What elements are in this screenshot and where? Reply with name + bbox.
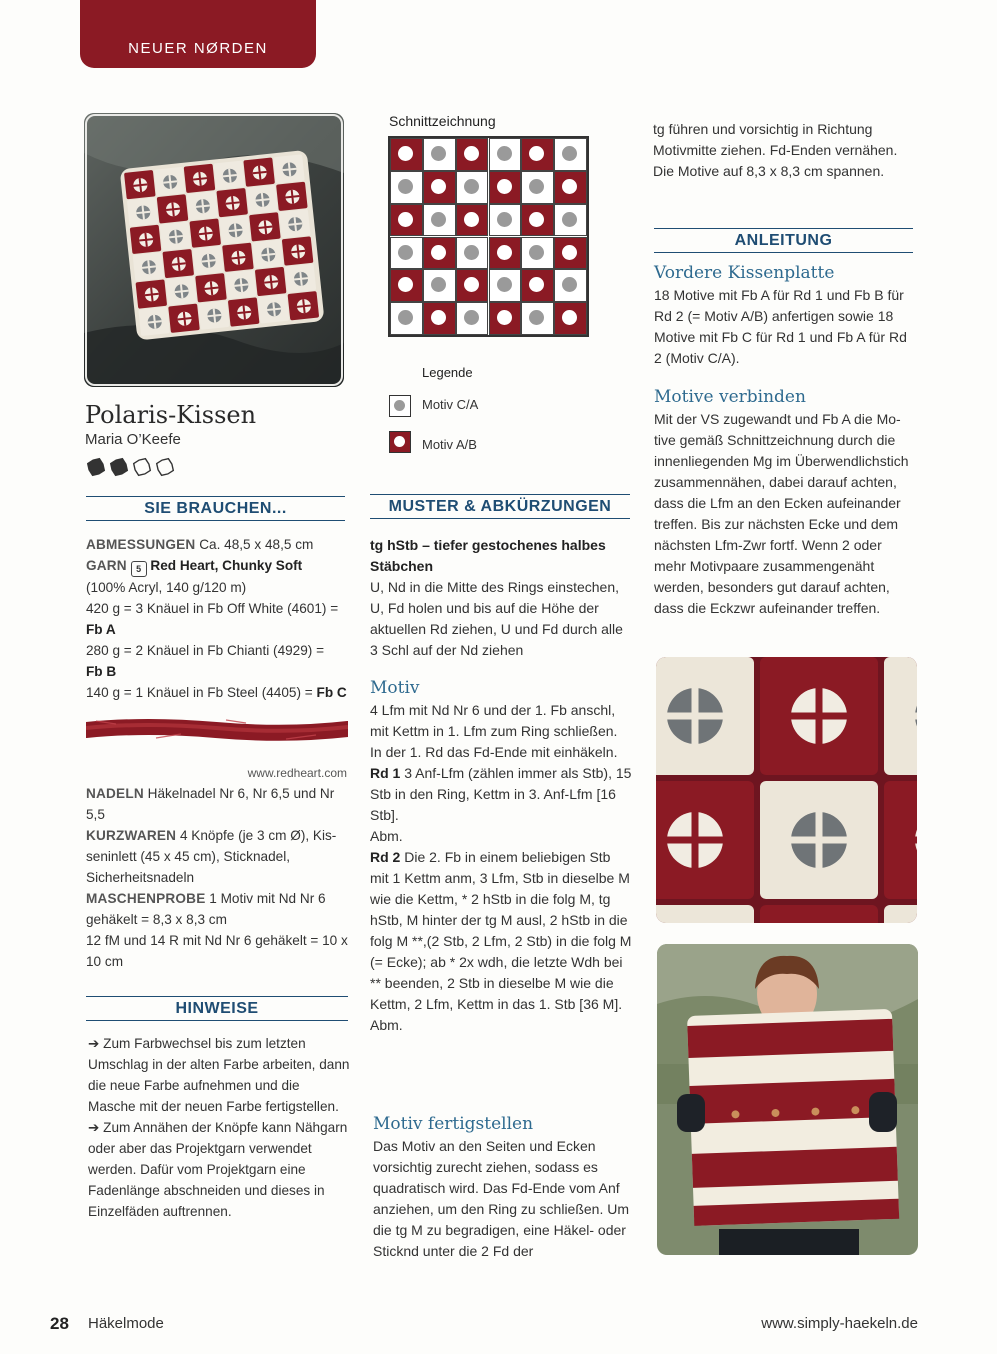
abbrev-text: U, Nd in die Mitte des Rings einstechen, U, Fd holen und bis auf die Höhe der aktuellen Rd ziehen, U und Fd durch alle 3 Schl auf der Nd ziehen xyxy=(370,579,623,658)
chart-cell-dot xyxy=(464,179,479,194)
needs-heading: SIE BRAUCHEN... xyxy=(86,496,345,521)
page-number: 28 xyxy=(50,1314,69,1333)
chart-cell-dot xyxy=(398,310,413,325)
front-heading: Vordere Kissenplatte xyxy=(654,263,835,283)
motif-intro: 4 Lfm mit Nd Nr 6 und der 1. Fb anschl, mit Kettm in 1. Lfm zum Ring schließen. In der 1. Rd das Fd-Ende mit einhäkeln. xyxy=(370,702,618,760)
chart-cell-dot xyxy=(529,146,544,161)
chart-cell-dot xyxy=(497,277,512,292)
chart-cell-motif-ab xyxy=(489,171,522,204)
chart-cell-motif-ab xyxy=(489,302,522,335)
needs-body-2 xyxy=(86,783,348,972)
chart-cell-dot xyxy=(562,310,577,325)
finish-continued: tg führen und vorsichtig in Richtung Motivmitte ziehen. Fd-Enden vernähen. Die Motive auf 8,3 x 8,3 cm spannen. xyxy=(653,121,898,179)
chart-cell-dot xyxy=(562,277,577,292)
chart-title: Schnittzeichnung xyxy=(389,113,496,129)
chart-cell-dot xyxy=(562,146,577,161)
motif-square xyxy=(884,905,917,923)
pattern-author: Maria O’Keefe xyxy=(85,431,181,448)
chart-cell-motif-ca xyxy=(521,302,554,335)
yarn-label: GARN xyxy=(86,558,127,573)
abbrev-heading: MUSTER & ABKÜRZUNGEN xyxy=(370,494,630,519)
chart-cell-motif-ca xyxy=(390,237,423,270)
chart-cell-motif-ca xyxy=(423,269,456,302)
gauge-line1: 1 Motiv mit Nd Nr 6 gehäkelt = 8,3 x 8,3 cm xyxy=(86,891,326,927)
notes-body xyxy=(88,1033,350,1222)
chart-cell-motif-ca xyxy=(554,204,587,237)
difficulty-empty-icon xyxy=(157,459,174,476)
difficulty-filled-icon xyxy=(111,459,128,476)
arrow-icon: ➔ xyxy=(88,1120,100,1135)
abbrev-body xyxy=(370,535,632,661)
motif-heading: Motiv xyxy=(370,678,420,698)
chart-cell-motif-ca xyxy=(456,171,489,204)
footer-url: www.simply-haekeln.de xyxy=(761,1315,918,1332)
rd1-text: 3 Anf-Lfm (zählen immer als Stb), 15 Stb in den Ring, Kettm in 3. Anf-Lfm [16 Stb]. xyxy=(370,765,632,823)
chart-cell-motif-ab xyxy=(423,237,456,270)
chart-cell-motif-ab xyxy=(521,269,554,302)
yarn-strand-image xyxy=(86,712,348,748)
chart-cell-motif-ca xyxy=(554,269,587,302)
gauge-line2: 12 fM und 14 R mit Nd Nr 6 gehäkelt = 10 x 10 cm xyxy=(86,933,348,969)
chart-cell-motif-ca xyxy=(521,237,554,270)
rd2-text: Die 2. Fb in einem beliebigen Stb mit 1 Kettm anm, 3 Lfm, Stb in dieselbe M wie die Kettm, * 2 hStb in die folg M, tg hStb, M hinter der tg M ausl, 2 hStb in die folg M **,(2 Stb, 2 Lfm, 2 Stb) in die folg M (= Ecke); ab * 2x wdh, die letzte Wdh bei ** beenden, 2 Stb in dieselbe M wie die Kettm, 2 Lfm, Kettm in das 1. Stb [36 M]. xyxy=(370,849,632,1012)
chart-cell-motif-ab xyxy=(521,138,554,171)
join-heading: Motive verbinden xyxy=(654,387,806,407)
yarn-b-code: Fb B xyxy=(86,664,117,679)
legend-ab-swatch xyxy=(389,431,411,453)
chart-cell-dot xyxy=(464,245,479,260)
chart-cell-motif-ab xyxy=(521,204,554,237)
chart-cell-motif-ab xyxy=(390,269,423,302)
chart-cell-motif-ab xyxy=(456,204,489,237)
chart-cell-motif-ca xyxy=(554,138,587,171)
magazine-name: Häkelmode xyxy=(88,1315,164,1332)
chart-cell-dot xyxy=(529,212,544,227)
chart-cell-motif-ab xyxy=(456,138,489,171)
chart-cell-dot xyxy=(398,245,413,260)
chart-cell-motif-ca xyxy=(489,269,522,302)
note-2: Zum Annähen der Knöpfe kann Nähgarn oder aber das Projektgarn verwendet werden. Dafür vom Projektgarn eine Fadenlänge abschneiden und dieses in Einzelfäden auftrennen. xyxy=(88,1120,348,1219)
chart-cell-dot xyxy=(431,245,446,260)
chart-cell-dot xyxy=(398,277,413,292)
chart-cell-motif-ca xyxy=(390,302,423,335)
difficulty-rating xyxy=(87,456,187,483)
rd2-label: Rd 2 xyxy=(370,849,401,865)
chart-cell-dot xyxy=(562,245,577,260)
chart-cell-motif-ca xyxy=(456,237,489,270)
arrow-icon: ➔ xyxy=(88,1036,100,1051)
abbrev-term: tg hStb – tiefer gestochenes halbes Stäbchen xyxy=(370,537,606,574)
chart-cell-motif-ab xyxy=(554,171,587,204)
chart-cell-dot xyxy=(431,277,446,292)
note-1: Zum Farbwechsel bis zum letzten Umschlag in der alten Farbe arbeiten, dann die neue Farbe aufnehmen und die Masche mit der neuen Farbe fertigstellen. xyxy=(88,1036,350,1114)
dimensions-value: Ca. 48,5 x 48,5 cm xyxy=(199,537,314,552)
chart-cell-dot xyxy=(398,146,413,161)
motif-square xyxy=(884,781,917,899)
chart-cell-dot xyxy=(464,310,479,325)
chart-cell-dot xyxy=(562,212,577,227)
abm-2: Abm. xyxy=(370,1017,403,1033)
yarn-b: 280 g = 2 Knäuel in Fb Chianti (4929) = xyxy=(86,643,325,658)
needles-value: Häkelnadel Nr 6, Nr 6,5 und Nr 5,5 xyxy=(86,786,335,822)
chart-cell-dot xyxy=(529,179,544,194)
needs-body xyxy=(86,534,348,703)
legend-title: Legende xyxy=(422,365,473,380)
chart-cell-dot xyxy=(431,212,446,227)
abm-1: Abm. xyxy=(370,828,403,844)
chart-cell-motif-ca xyxy=(423,204,456,237)
rd1-label: Rd 1 xyxy=(370,765,401,781)
front-body: 18 Motive mit Fb A für Rd 1 und Fb B für Rd 2 (= Motiv A/B) anfertigen sowie 18 Motive mit Fb C für Rd 1 und Fb A für Rd 2 (Motiv C/A). xyxy=(654,287,907,366)
notions-label: KURZWAREN xyxy=(86,828,177,843)
chart-cell-motif-ab xyxy=(554,302,587,335)
motif-square xyxy=(656,905,754,923)
yarn-weight-icon: 5 xyxy=(131,561,147,577)
chart-cell-dot xyxy=(431,146,446,161)
section-tab: NEUER NØRDEN xyxy=(80,0,316,68)
motif-closeup-photo xyxy=(656,657,917,923)
difficulty-empty-icon xyxy=(134,459,151,476)
chart-cell-dot xyxy=(562,179,577,194)
needles-label: NADELN xyxy=(86,786,144,801)
chart-cell-dot xyxy=(497,245,512,260)
legend-ca-swatch xyxy=(389,395,411,417)
motif-square xyxy=(884,657,917,775)
pillow-photo xyxy=(84,113,344,387)
chart-cell-dot xyxy=(529,245,544,260)
chart-cell-dot xyxy=(398,179,413,194)
notions-value: 4 Knöpfe (je 3 cm Ø), Kisseninlett (45 x 45 cm), Sticknadel, Sicherheitsnadeln xyxy=(86,828,337,885)
yarn-a: 420 g = 3 Knäuel in Fb Off White (4601) = xyxy=(86,601,339,616)
yarn-website: www.redheart.com xyxy=(247,766,347,780)
chart-cell-dot xyxy=(431,179,446,194)
yarn-c: 140 g = 1 Knäuel in Fb Steel (4405) = xyxy=(86,685,313,700)
finish-body: Das Motiv an den Seiten und Ecken vorsichtig zurecht ziehen, sodass es quadratisch wird. Das Fd-Ende vom Anf anziehen, um den Ring zu schließen. Um die tg M zu begradigen, eine Häkel- oder Sticknd unter die 2 Fd der xyxy=(373,1138,630,1259)
join-body: Mit der VS zugewandt und Fb A die Motive gemäß Schnittzeichnung durch die innenliegenden Mg im Überwendlichstich zusammennähen, dabei darauf achten, dass die Lfm an den Ecken aufeinander treffen. Bis zur nächsten Ecke und dem nächsten Lfm-Zwr fortf. Wenn 2 oder mehr Motivpaare zusammengenäht werden, besonders gut darauf achten, dass die Eckzwr aufeinander treffen. xyxy=(654,411,909,616)
chart-cell-motif-ab xyxy=(489,237,522,270)
chart-cell-dot xyxy=(431,310,446,325)
chart-cell-motif-ca xyxy=(489,138,522,171)
chart-cell-dot xyxy=(464,212,479,227)
chart-cell-motif-ab xyxy=(423,171,456,204)
yarn-name: Red Heart, Chunky Soft xyxy=(150,558,303,573)
chart-cell-dot xyxy=(497,212,512,227)
motif-body xyxy=(370,700,632,1036)
chart-cell-dot xyxy=(464,146,479,161)
chart-cell-motif-ca xyxy=(489,204,522,237)
yarn-c-code: Fb C xyxy=(316,685,347,700)
chart-cell-dot xyxy=(497,146,512,161)
chart-cell-dot xyxy=(529,277,544,292)
chart-cell-motif-ca xyxy=(521,171,554,204)
chart-cell-motif-ab xyxy=(554,237,587,270)
gauge-label: MASCHENPROBE xyxy=(86,891,206,906)
chart-cell-dot xyxy=(398,212,413,227)
chart-cell-motif-ab xyxy=(423,302,456,335)
chart-cell-motif-ca xyxy=(456,302,489,335)
chart-cell-motif-ab xyxy=(390,138,423,171)
yarn-a-code: Fb A xyxy=(86,622,116,637)
person-holding-pillow-photo xyxy=(657,944,918,1255)
legend-ca-label: Motiv C/A xyxy=(422,397,479,412)
notes-heading: HINWEISE xyxy=(86,996,348,1021)
dimensions-label: ABMESSUNGEN xyxy=(86,537,196,552)
difficulty-filled-icon xyxy=(88,459,105,476)
finish-heading: Motiv fertigstellen xyxy=(373,1114,534,1134)
chart-cell-dot xyxy=(497,310,512,325)
motif-square xyxy=(760,905,878,923)
chart-cell-dot xyxy=(464,277,479,292)
yarn-composition: (100% Acryl, 140 g/120 m) xyxy=(86,580,247,595)
chart-cell-motif-ab xyxy=(456,269,489,302)
chart-cell-motif-ca xyxy=(423,138,456,171)
chart-cell-dot xyxy=(529,310,544,325)
legend-ab-label: Motiv A/B xyxy=(422,437,477,452)
pattern-title: Polaris-Kissen xyxy=(85,401,257,429)
chart-cell-motif-ca xyxy=(390,171,423,204)
chart-cell-dot xyxy=(497,179,512,194)
chart-cell-motif-ab xyxy=(390,204,423,237)
motif-chart xyxy=(388,136,589,337)
instructions-heading: ANLEITUNG xyxy=(654,228,913,253)
